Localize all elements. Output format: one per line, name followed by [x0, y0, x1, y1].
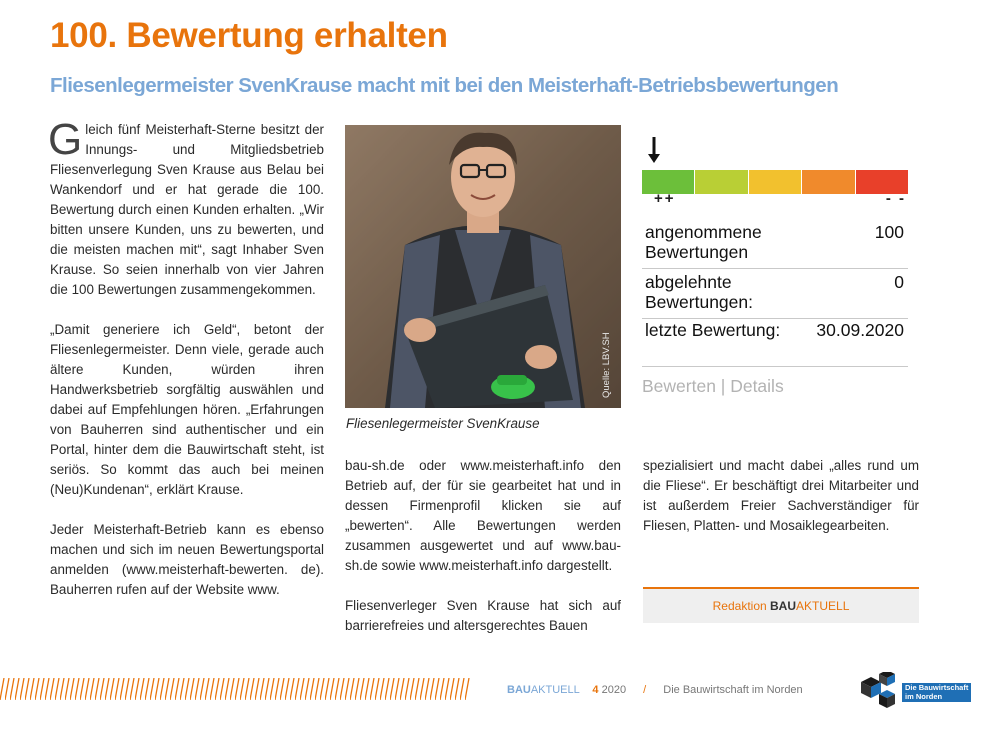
article-paragraph: Jeder Meisterhaft-Betrieb kann es ebenso machen und sich im neuen Bewertungsportal anmelden (www.meisterhaft-bewerten. de). Bauherren rufen auf der Website www.: [50, 522, 324, 597]
rating-widget: [642, 136, 910, 406]
rating-row-label: letzte Bewertung:: [645, 320, 781, 340]
footer-text: [507, 684, 803, 696]
article-paragraph: Fliesenverleger Sven Krause hat sich auf barrierefreies und altersgerechtes Bauen: [345, 598, 621, 633]
rating-row-value: 100: [874, 222, 904, 242]
scale-segment: [748, 170, 801, 194]
redaktion-prefix: Redaktion: [712, 599, 767, 613]
footer-tagline: Die Bauwirtschaft im Norden: [663, 684, 803, 696]
redaktion-brand: BAU: [770, 599, 797, 613]
subheadline: Fliesenlegermeister SvenKrause macht mit bei den Meisterhaft-Betriebsbewertungen: [50, 74, 839, 97]
headline: 100. Bewertung erhalten: [50, 16, 448, 55]
rating-row-label: abgelehnte Bewertungen:: [645, 272, 753, 312]
redaktion-credit: [643, 587, 919, 623]
dropcap: G: [48, 115, 83, 164]
scale-segment: [694, 170, 747, 194]
rating-row-accepted: [642, 222, 908, 269]
rating-row-label: angenommene Bewertungen: [645, 222, 762, 262]
scale-plus-label: ++: [654, 190, 676, 207]
footer-brand-bold: BAU: [507, 684, 531, 696]
footer-hatch-decoration: [0, 678, 470, 700]
cubes-logo-icon: [857, 672, 901, 710]
rating-row-rejected: [642, 272, 908, 319]
logo-line-2: im Norden: [905, 691, 943, 701]
publisher-logo: [857, 672, 967, 710]
article-column-2: [345, 456, 621, 656]
article-paragraph: Gleich fünf Meisterhaft-Sterne besitzt der Innungs- und Mitgliedsbetrieb Fliesenverlegung Sven Krause aus Belau bei Wankendorf und er hat gerade die 100. Bewertung durch einen Kunden erhalten. „Wir bitten unsere Kunden, uns zu bewerten, und die meisten machen mit“, sagt Inhaber Sven Krause. So seien innerhalb von vier Jahren die 100 Bewertungen zusammengekommen.: [48, 115, 324, 297]
scale-minus-label: - -: [885, 190, 906, 207]
rating-row-value: 30.09.2020: [816, 320, 904, 340]
article-paragraph: „Damit generiere ich Geld“, betont der Fliesenlegermeister. Denn viele, gerade auch ältere Kunden, würden ihren Handwerksbetrieb sorgfältig auswählen und dabei auf Empfehlungen hören. „Erfahrungen von Bauherren sind authentischer und ein Portal, hinter dem die Bauwirtschaft steht, ist seriös. So kommt das auch bei meinen (Neu)Kundenan“, erklärt Krause.: [50, 322, 324, 497]
rating-row-last: [642, 320, 908, 367]
rating-scale-bar: [642, 170, 908, 194]
logo-line-1: Die Bauwirtschaft: [905, 683, 969, 692]
article-column-3: [643, 456, 919, 556]
issue-year: 2020: [601, 684, 627, 696]
down-arrow-icon: [647, 136, 661, 164]
article-paragraph: spezialisiert und macht dabei „alles rund um die Fliese“. Er beschäftigt drei Mitarbeiter und ist außerdem Freier Sachverständiger für Fliesen, Platten- und Mosaiklegearbeiten.: [643, 458, 919, 533]
article-column-1: [48, 115, 324, 620]
redaktion-brand-rest: AKTUELL: [796, 599, 850, 613]
logo-badge: [902, 683, 971, 702]
photo-caption: Fliesenlegermeister SvenKrause: [346, 416, 540, 431]
portrait-photo: [345, 125, 621, 408]
issue-number: 4: [592, 684, 599, 696]
footer-separator: /: [643, 684, 647, 696]
rating-links: Bewerten | Details: [642, 376, 784, 396]
article-paragraph: bau-sh.de oder www.meisterhaft.info den Betrieb auf, der für sie gearbeitet hat und in dessen Firmenprofil klicken sie auf „bewerten“. Alle Bewertungen werden zusammen ausgewertet und auf www.bau-sh.de sowie www.meisterhaft.info dargestellt.: [345, 458, 621, 573]
rating-row-value: 0: [894, 272, 904, 292]
photo-credit: Quelle: LBV.SH: [601, 332, 612, 398]
scale-segment: [801, 170, 854, 194]
footer-brand-light: AKTUELL: [530, 684, 580, 696]
